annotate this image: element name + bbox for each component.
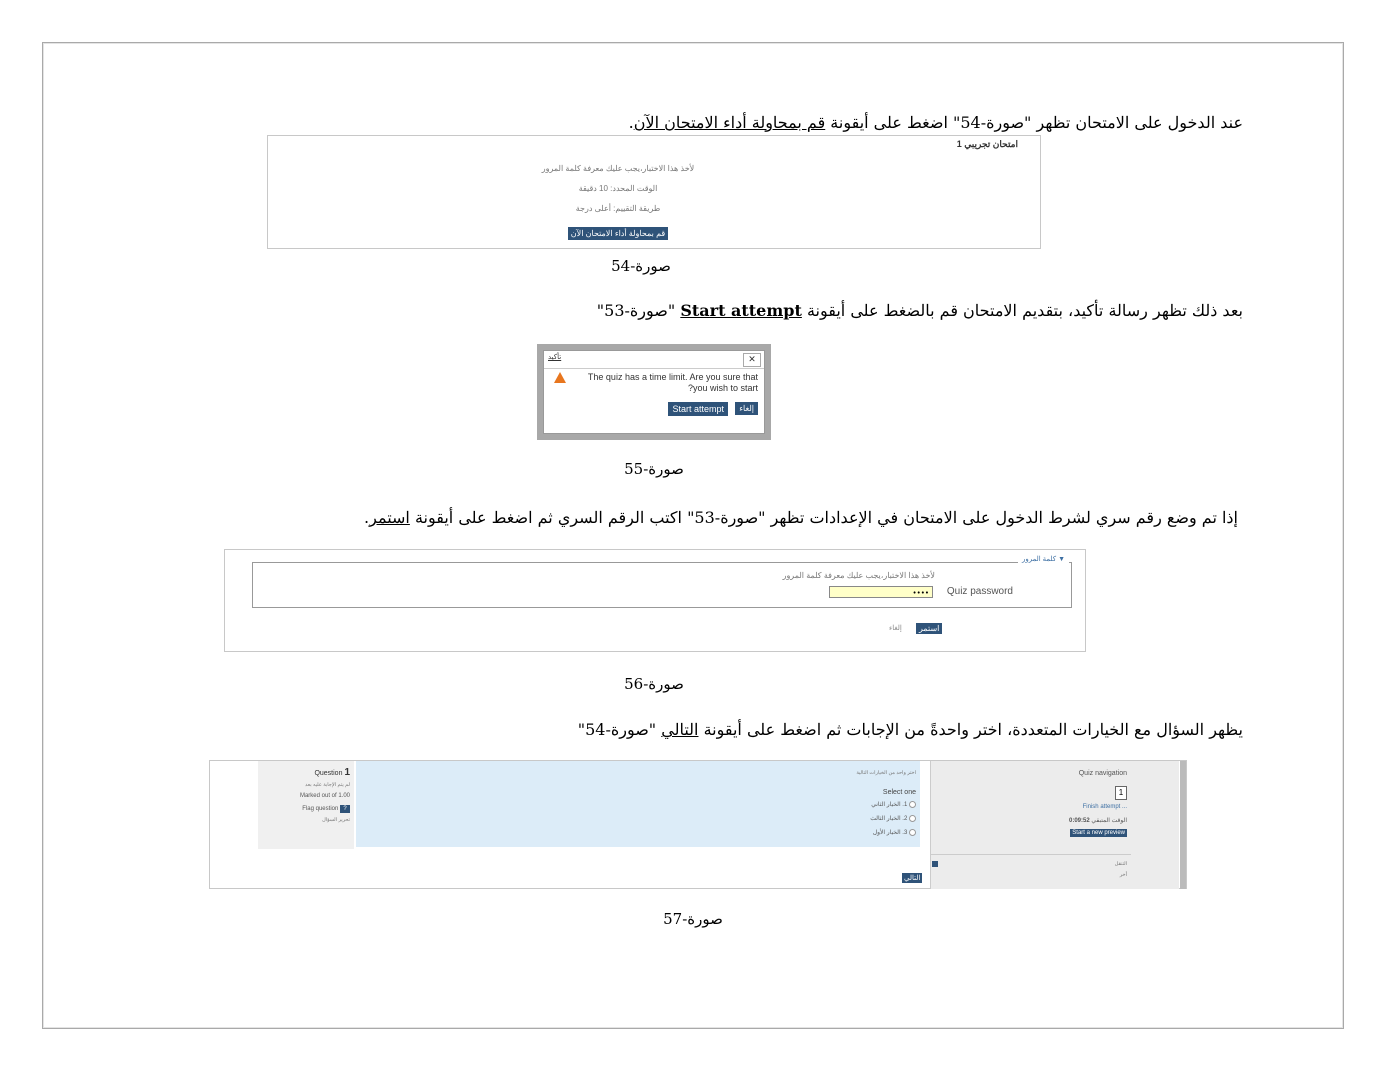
flag-question-label: Flag question — [302, 806, 339, 812]
paragraph-3-end: . — [364, 508, 370, 527]
caption-54: صورة-54 — [611, 257, 671, 275]
paragraph-3 — [364, 508, 1238, 527]
paragraph-2 — [597, 301, 1243, 320]
caption-56: صورة-56 — [624, 675, 684, 693]
password-label: Quiz password — [946, 586, 1013, 597]
confirm-dialog — [543, 350, 765, 434]
quiz-info-password: لأخذ هذا الاختبار،يجب عليك معرفة كلمة المرور — [541, 164, 695, 173]
paragraph-3-link: استمر — [369, 508, 410, 527]
paragraph-1-text: عند الدخول على الامتحان تظهر "صورة-54" اضغط على أيقونة — [825, 113, 1243, 132]
figure-54-quiz-start — [267, 135, 1041, 249]
continue-button[interactable]: استمر — [916, 623, 942, 634]
quiz-info-grading: طريقة التقييم: أعلى درجة — [575, 204, 661, 213]
flag-question[interactable] — [302, 805, 350, 813]
question-number: 1 — [344, 767, 350, 778]
next-button[interactable]: التالي — [904, 875, 921, 882]
time-left-value: 0:09:52 — [1068, 818, 1090, 824]
attempt-quiz-button[interactable]: قم بمحاولة أداء الامتحان الآن — [568, 227, 668, 240]
question-status: لم يتم الإجابة عليه بعد — [305, 782, 350, 788]
dialog-message-1: The quiz has a time limit. Are you sure that — [587, 372, 758, 382]
quiz-info-time: الوقت المحدد: 10 دقيقة — [578, 184, 658, 193]
paragraph-1 — [629, 113, 1243, 132]
nav-block-title: التنقل — [1114, 861, 1127, 867]
dialog-message-2: ?you wish to start — [687, 383, 758, 393]
caption-55: صورة-55 — [624, 460, 684, 478]
radio-icon — [909, 829, 916, 836]
time-left — [1069, 817, 1127, 824]
nav-block-subtitle: أخر — [1119, 872, 1127, 878]
paragraph-4-link: التالي — [661, 720, 699, 739]
password-fieldset — [252, 562, 1072, 608]
question-label: Question — [314, 770, 343, 777]
answer-option-label: 1. الخيار الثاني — [871, 802, 908, 809]
close-icon[interactable]: ✕ — [743, 353, 761, 367]
flag-icon: ? — [340, 805, 350, 813]
answer-option[interactable] — [873, 829, 916, 836]
figure-57-question-page — [209, 760, 1187, 889]
start-attempt-button[interactable]: Start attempt — [668, 402, 728, 416]
paragraph-4-text: يظهر السؤال مع الخيارات المتعددة، اختر واحدةً من الإجابات ثم اضغط على أيقونة — [698, 720, 1243, 739]
time-left-label: الوقت المتبقي — [1091, 818, 1127, 824]
password-value: •••• — [912, 589, 929, 597]
radio-icon — [909, 801, 916, 808]
question-content — [356, 761, 920, 847]
nav-question-button[interactable]: 1 — [1115, 786, 1127, 800]
question-info-panel — [258, 761, 354, 849]
answer-option-label: 3. الخيار الأول — [872, 830, 908, 837]
figure-56-password-form — [224, 549, 1086, 652]
password-info: لأخذ هذا الاختبار،يجب عليك معرفة كلمة المرور — [782, 571, 935, 580]
cancel-button[interactable]: إلغاء — [735, 402, 758, 415]
paragraph-2-text: بعد ذلك تظهر رسالة تأكيد، بتقديم الامتحان قم بالضغط على أيقونة — [801, 301, 1243, 320]
quiz-navigation-title: Quiz navigation — [1078, 770, 1127, 777]
paragraph-4-end: "صورة-54" — [577, 720, 662, 739]
figure-55-confirm-dialog — [537, 344, 771, 440]
warning-icon — [554, 372, 566, 383]
question-heading — [314, 767, 350, 778]
question-prompt: اختر واحد من الخيارات التالية — [856, 770, 916, 776]
select-one-label: Select one — [882, 789, 916, 796]
paragraph-3-text: إذا تم وضع رقم سري لشرط الدخول على الامتحان في الإعدادات تظهر "صورة-53" اكتب الرقم السري ثم اضغط على أيقونة — [409, 508, 1238, 527]
legend-text: كلمة المرور — [1021, 556, 1057, 563]
finish-attempt-link[interactable]: Finish attempt ... — [1082, 804, 1127, 810]
start-new-preview-button[interactable]: Start a new preview — [1072, 830, 1125, 836]
password-input[interactable] — [829, 586, 933, 598]
scrollbar[interactable] — [1180, 761, 1186, 889]
radio-icon — [909, 815, 916, 822]
caption-57: صورة-57 — [663, 910, 723, 928]
chevron-down-icon: ▼ — [1056, 556, 1065, 563]
paragraph-2-link: Start attempt — [680, 301, 802, 320]
cancel-link[interactable]: إلغاء — [889, 625, 902, 632]
quiz-navigation-panel — [930, 761, 1179, 889]
paragraph-4 — [578, 720, 1243, 739]
answer-option[interactable] — [870, 815, 916, 822]
quiz-title: امتحان تجريبي 1 — [956, 139, 1018, 149]
answer-option[interactable] — [871, 801, 916, 808]
fieldset-legend — [1018, 555, 1069, 563]
paragraph-2-end: "صورة-53" — [596, 301, 681, 320]
paragraph-1-link: قم بمحاولة أداء الامتحان الآن — [633, 113, 826, 132]
marked-out-of: Marked out of 1.00 — [299, 793, 350, 799]
edit-question-link[interactable]: تحرير السؤال — [322, 817, 350, 823]
paragraph-1-end: . — [628, 113, 634, 132]
answer-option-label: 2. الخيار الثالث — [870, 816, 908, 823]
dialog-title: تأكيد — [548, 354, 562, 361]
nav-block-marker-icon — [932, 861, 938, 867]
